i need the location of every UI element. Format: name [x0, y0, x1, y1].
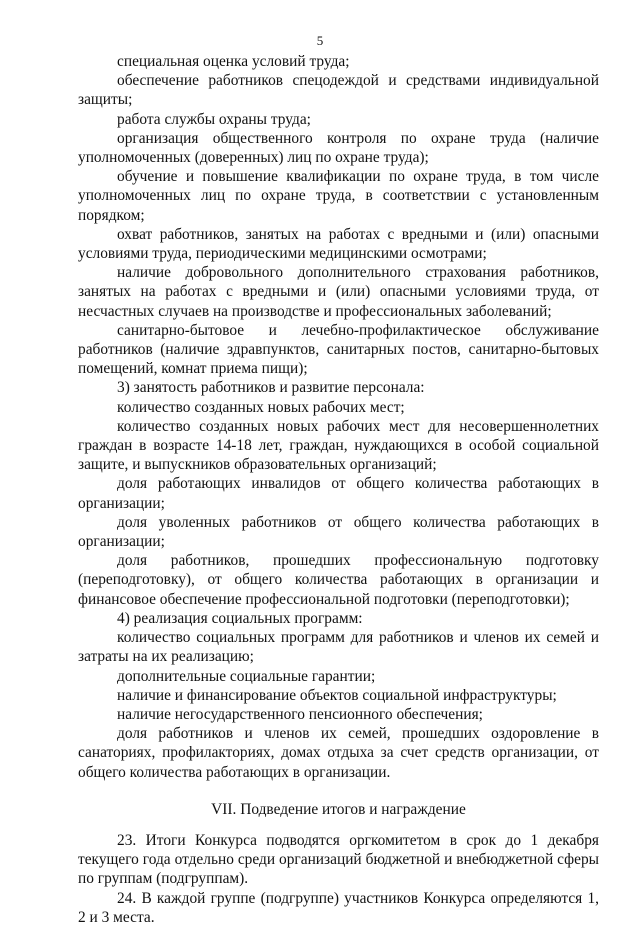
paragraph: санитарно-бытовое и лечебно-профилактическое обслуживание работников (наличие здравпунктов, санитарных постов, санитарно-бытовых помещений, комнат приема пищи);: [78, 321, 599, 378]
list-heading: 4) реализация социальных программ:: [117, 609, 363, 627]
paragraph: доля уволенных работников от общего количества работающих в организации;: [78, 513, 599, 551]
paragraph: наличие негосударственного пенсионного обеспечения;: [117, 705, 483, 723]
document-body: [78, 52, 599, 927]
list-heading: 3) занятость работников и развитие персонала:: [117, 379, 425, 397]
paragraph: доля работников и членов их семей, прошедших оздоровление в санаториях, профилакториях, домах отдыха за счет средств организации, от общего количества работающих в организации.: [78, 725, 599, 781]
paragraph: наличие добровольного дополнительного страхования работников, занятых на работах с вредными и (или) опасными условиями труда, от несчастных случаев на производстве и профессиональных заболеваний;: [78, 264, 599, 320]
paragraph: работа службы охраны труда;: [117, 110, 311, 128]
page-number: 5: [316, 33, 324, 48]
paragraph: охват работников, занятых на работах с вредными и (или) опасными условиями труда, периодическими медицинскими осмотрами;: [78, 225, 599, 263]
section-heading: VII. Подведение итогов и награждение: [211, 800, 466, 818]
paragraph: доля работников, прошедших профессиональную подготовку (переподготовку), от общего количества работающих в организации и финансовое обеспечение профессиональной подготовки (переподготовки);: [78, 552, 599, 608]
paragraph: обучение и повышение квалификации по охране труда, в том числе уполномоченных лиц по охране труда, в соответствии с установленным порядком;: [78, 168, 599, 224]
paragraph: 23. Итоги Конкурса подводятся оргкомитетом в срок до 1 декабря текущего года отдельно среди организаций бюджетной и внебюджетной сферы по группам (подгруппам).: [78, 831, 599, 888]
paragraph: специальная оценка условий труда;: [117, 53, 350, 70]
paragraph: обеспечение работников спецодеждой и средствами индивидуальной защиты;: [78, 72, 599, 109]
paragraph: организация общественного контроля по охране труда (наличие уполномоченных (доверенных) лиц по охране труда);: [78, 129, 599, 167]
paragraph: количество социальных программ для работников и членов их семей и затраты на их реализацию;: [78, 629, 599, 666]
paragraph: дополнительные социальные гарантии;: [117, 667, 376, 685]
paragraph: количество созданных новых рабочих мест для несовершеннолетних граждан в возрасте 14-18 лет, граждан, нуждающихся в особой социальной защите, и выпускников образовательных организаций;: [78, 417, 599, 474]
paragraph: наличие и финансирование объектов социальной инфраструктуры;: [117, 686, 557, 704]
paragraph: 24. В каждой группе (подгруппе) участников Конкурса определяются 1, 2 и 3 места.: [78, 889, 599, 926]
paragraph: доля работающих инвалидов от общего количества работающих в организации;: [78, 475, 599, 512]
paragraph: количество созданных новых рабочих мест;: [117, 398, 405, 416]
